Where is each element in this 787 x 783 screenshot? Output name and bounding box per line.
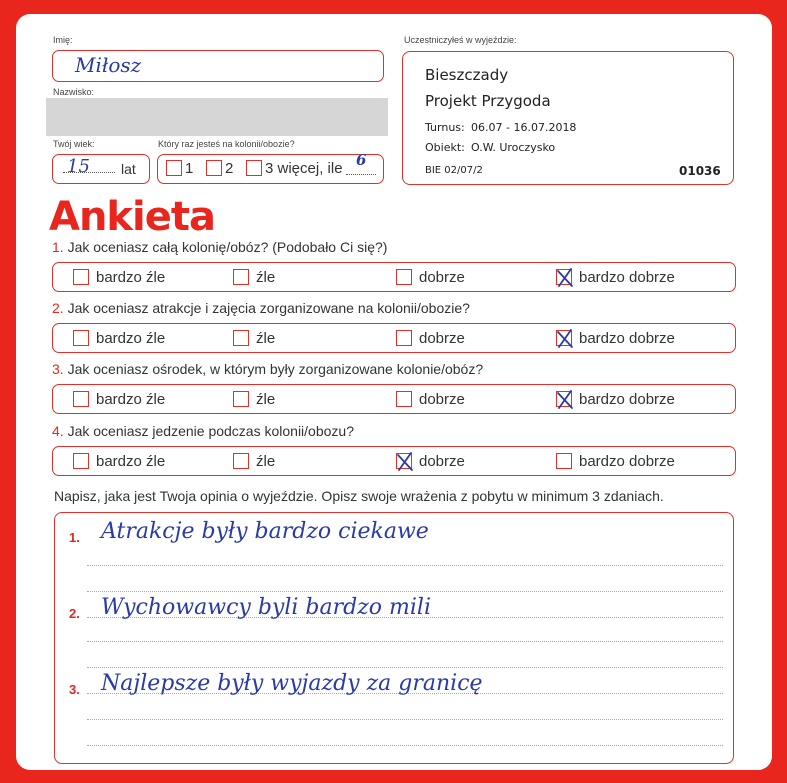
- question-text: Jak oceniasz atrakcje i zajęcia zorganizowane na kolonii/obozie?: [67, 300, 470, 316]
- check-mark-icon: [395, 451, 415, 473]
- name-field[interactable]: [52, 50, 384, 82]
- rating-option-label: źle: [256, 268, 276, 286]
- age-label: Twój wiek:: [53, 139, 95, 149]
- rating-option[interactable]: [233, 268, 275, 286]
- rating-checkbox[interactable]: [556, 391, 572, 407]
- rating-option-label: źle: [256, 452, 276, 470]
- rating-option-label: bardzo źle: [96, 329, 166, 347]
- rating-option[interactable]: [396, 452, 465, 470]
- rating-option[interactable]: [396, 268, 465, 286]
- times-field[interactable]: [157, 151, 384, 184]
- rating-option[interactable]: [396, 329, 465, 347]
- times-checkbox-1[interactable]: [166, 160, 182, 176]
- question-number: 3.: [52, 361, 64, 377]
- opinion-box[interactable]: [54, 512, 734, 764]
- question-number: 2.: [52, 300, 64, 316]
- times-opt-2[interactable]: [206, 159, 233, 177]
- ruled-line: [87, 591, 723, 592]
- camp-name: Bieszczady: [425, 66, 509, 84]
- camp-project: Projekt Przygoda: [425, 92, 551, 110]
- rating-checkbox[interactable]: [233, 453, 249, 469]
- answer-3-num: 3.: [69, 682, 80, 697]
- rating-option[interactable]: [556, 329, 675, 347]
- rating-option[interactable]: [556, 390, 675, 408]
- answer-1-text: Atrakcje były bardzo ciekawe: [101, 519, 429, 544]
- times-opt-1-label: 1: [185, 159, 194, 177]
- rating-row-1: [52, 262, 736, 292]
- rating-option[interactable]: [233, 452, 275, 470]
- survey-sheet: [16, 14, 772, 770]
- age-unit: lat: [121, 161, 136, 177]
- open-question: Napisz, jaka jest Twoja opinia o wyjeździe. Opisz swoje wrażenia z pobytu w minimum 3 zdaniach.: [54, 488, 664, 504]
- camp-number: 01036: [679, 164, 721, 178]
- rating-option[interactable]: [233, 390, 275, 408]
- answer-3-text: Najlepsze były wyjazdy za granicę: [101, 671, 483, 696]
- question-3: [52, 361, 483, 377]
- rating-option[interactable]: [73, 329, 165, 347]
- question-2: [52, 300, 470, 316]
- surname-label: Nazwisko:: [53, 87, 95, 97]
- times-opt-2-label: 2: [225, 159, 234, 177]
- participant-label: Uczestniczyłeś w wyjeździe:: [404, 35, 517, 45]
- times-value: 6: [356, 151, 367, 169]
- rating-option-label: dobrze: [419, 452, 465, 470]
- rating-option-label: dobrze: [419, 268, 465, 286]
- turnus-value: 06.07 - 16.07.2018: [471, 121, 577, 134]
- times-dotline: [346, 174, 376, 175]
- rating-checkbox[interactable]: [556, 453, 572, 469]
- ruled-line: [87, 667, 723, 668]
- rating-option[interactable]: [396, 390, 465, 408]
- rating-checkbox[interactable]: [73, 391, 89, 407]
- rating-checkbox[interactable]: [556, 330, 572, 346]
- rating-checkbox[interactable]: [396, 453, 412, 469]
- rating-checkbox[interactable]: [73, 453, 89, 469]
- ruled-line: [87, 745, 723, 746]
- rating-checkbox[interactable]: [233, 391, 249, 407]
- rating-row-2: [52, 323, 736, 353]
- times-opt-1[interactable]: [166, 159, 193, 177]
- rating-option-label: bardzo dobrze: [579, 390, 675, 408]
- age-value: 15: [67, 156, 90, 177]
- ruled-line: [87, 641, 723, 642]
- check-mark-icon: [555, 328, 575, 350]
- times-opt-3[interactable]: [246, 159, 343, 177]
- question-4: [52, 423, 354, 439]
- answer-2-text: Wychowawcy byli bardzo mili: [101, 595, 431, 620]
- obiekt-label: Obiekt:: [425, 141, 465, 154]
- check-mark-icon: [555, 267, 575, 289]
- age-field[interactable]: [52, 154, 150, 184]
- rating-checkbox[interactable]: [73, 269, 89, 285]
- rating-checkbox[interactable]: [396, 330, 412, 346]
- rating-option[interactable]: [556, 452, 675, 470]
- question-text: Jak oceniasz całą kolonię/obóz? (Podobało Ci się?): [67, 239, 388, 255]
- rating-checkbox[interactable]: [233, 269, 249, 285]
- question-text: Jak oceniasz ośrodek, w którym były zorganizowane kolonie/obóz?: [67, 361, 484, 377]
- obiekt-value: O.W. Uroczysko: [471, 141, 556, 154]
- rating-option-label: dobrze: [419, 390, 465, 408]
- rating-checkbox[interactable]: [556, 269, 572, 285]
- question-text: Jak oceniasz jedzenie podczas kolonii/obozu?: [67, 423, 354, 439]
- rating-option[interactable]: [73, 452, 165, 470]
- rating-row-3: [52, 384, 736, 414]
- times-opt-3-label: 3 więcej, ile: [265, 159, 343, 177]
- question-1: [52, 239, 387, 255]
- rating-option[interactable]: [556, 268, 675, 286]
- answer-1-num: 1.: [69, 530, 80, 545]
- name-value: Miłosz: [75, 53, 142, 77]
- question-number: 1.: [52, 239, 64, 255]
- ruled-line: [87, 565, 723, 566]
- question-number: 4.: [52, 423, 64, 439]
- rating-checkbox[interactable]: [233, 330, 249, 346]
- check-mark-icon: [555, 389, 575, 411]
- turnus-label: Turnus:: [425, 121, 465, 134]
- times-label: Który raz jesteś na kolonii/obozie?: [158, 139, 295, 149]
- rating-option[interactable]: [73, 268, 165, 286]
- name-label: Imię:: [53, 35, 73, 45]
- rating-checkbox[interactable]: [396, 391, 412, 407]
- surname-redacted: [46, 98, 388, 136]
- rating-option[interactable]: [233, 329, 275, 347]
- rating-option-label: źle: [256, 390, 276, 408]
- rating-option-label: bardzo dobrze: [579, 268, 675, 286]
- rating-option-label: bardzo dobrze: [579, 329, 675, 347]
- camp-info-box: [402, 51, 734, 185]
- rating-checkbox[interactable]: [396, 269, 412, 285]
- rating-option[interactable]: [73, 390, 165, 408]
- rating-checkbox[interactable]: [73, 330, 89, 346]
- rating-row-4: [52, 446, 736, 476]
- rating-option-label: bardzo źle: [96, 390, 166, 408]
- times-checkbox-3[interactable]: [246, 160, 262, 176]
- rating-option-label: bardzo źle: [96, 268, 166, 286]
- answer-2-num: 2.: [69, 606, 80, 621]
- rating-option-label: źle: [256, 329, 276, 347]
- rating-option-label: dobrze: [419, 329, 465, 347]
- rating-option-label: bardzo dobrze: [579, 452, 675, 470]
- times-checkbox-2[interactable]: [206, 160, 222, 176]
- rating-option-label: bardzo źle: [96, 452, 166, 470]
- survey-title: Ankieta: [49, 194, 215, 240]
- ruled-line: [87, 719, 723, 720]
- camp-code: BIE 02/07/2: [425, 165, 483, 176]
